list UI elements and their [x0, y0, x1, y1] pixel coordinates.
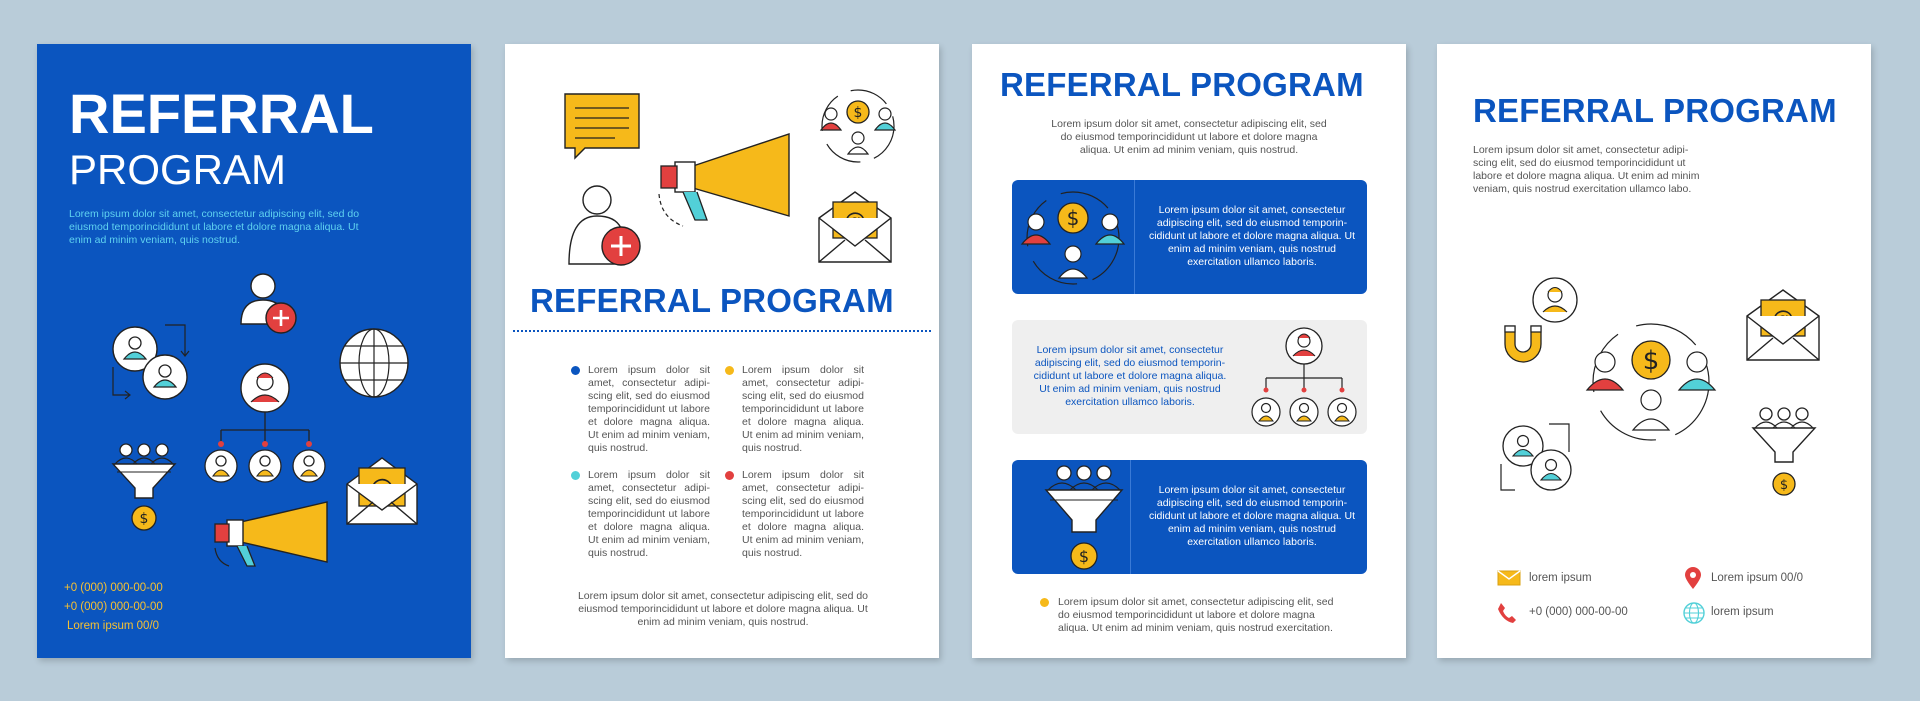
contact-phone: +0 (000) 000-00-00 [1529, 606, 1628, 618]
column-text-2: Lorem ipsum dolor sit amet, consectetur adipi-scing elit, sed do eiusmod temporincididunt ut labore et dolore magna aliqua. Ut enim ad minim veniam, quis nostrud. [742, 364, 864, 454]
column-text-3: Lorem ipsum dolor sit amet, consectetur adipi-scing elit, sed do eiusmod temporincididunt ut labore et dolore magna aliqua. Ut enim ad minim veniam, quis nostrud. [588, 469, 710, 559]
feature-box-1-text: Lorem ipsum dolor sit amet, consectetur adipiscing elit, sed do eiusmod temporin-cididunt ut labore et dolore magna aliqua. Ut enim ad minim veniam, quis nostrud exercitation ullamco laboris. [1148, 204, 1356, 268]
brochure-page-two [505, 44, 939, 658]
chat-bubble-icon [563, 92, 643, 160]
svg-text:$: $ [853, 105, 863, 121]
referral-cycle-icon [1497, 420, 1583, 542]
globe-icon [1683, 602, 1705, 624]
svg-text:$: $ [139, 511, 149, 527]
megaphone-icon [211, 502, 337, 572]
phone-icon [1497, 602, 1517, 624]
page2-dotted-divider [513, 330, 931, 332]
page3-title: REFERRAL PROGRAM [1000, 66, 1364, 103]
org-chart-icon [1250, 326, 1358, 430]
page4-title: REFERRAL PROGRAM [1473, 92, 1837, 129]
user-add-icon [235, 272, 305, 342]
contact-web: lorem ipsum [1711, 606, 1774, 618]
svg-text:$: $ [1642, 346, 1660, 376]
email-at-icon [817, 188, 893, 264]
people-dollar-icon [1585, 318, 1717, 446]
cover-title-line1: REFERRAL [69, 82, 374, 145]
bullet-yellow [725, 366, 734, 375]
feature-box-3-text: Lorem ipsum dolor sit amet, consectetur adipiscing elit, sed do eiusmod temporin-cididunt ut labore et dolore magna aliqua. Ut enim ad minim veniam, quis nostrud exercitation ullamco laboris. [1148, 484, 1356, 548]
brochure-page-three [972, 44, 1406, 658]
magnet-user-icon [1499, 276, 1585, 368]
brochure-page-cover [37, 44, 471, 658]
location-pin-icon [1684, 566, 1702, 590]
contact-email: lorem ipsum [1529, 572, 1592, 584]
envelope-icon [1497, 570, 1521, 586]
page3-footer-text: Lorem ipsum dolor sit amet, consectetur adipiscing elit, sed do eiusmod temporincididunt ut labore et dolore magna aliqua. Ut enim ad minim veniam, quis nostrud exercitation. [1058, 596, 1334, 634]
funnel-dollar-icon [1749, 406, 1819, 500]
cover-phone-2: +0 (000) 000-00-00 [64, 601, 163, 613]
svg-text:$: $ [1779, 478, 1789, 493]
page2-footer-text: Lorem ipsum dolor sit amet, consectetur adipiscing elit, sed do eiusmod temporincididunt ut labore et dolore magna aliqua. Ut enim ad minim veniam, quis nostrud. [577, 590, 869, 628]
bullet-yellow [1040, 598, 1049, 607]
contact-address: Lorem ipsum 00/0 [1711, 572, 1804, 584]
feature-box-3-divider [1130, 460, 1131, 574]
org-chart-icon [205, 360, 325, 488]
referral-cycle-icon [107, 319, 197, 444]
globe-icon [337, 326, 411, 400]
bullet-blue [571, 366, 580, 375]
feature-box-1-divider [1134, 180, 1135, 294]
page3-intro-text: Lorem ipsum dolor sit amet, consectetur adipiscing elit, sed do eiusmod temporincididunt ut labore et dolore magna aliqua. Ut enim ad minim veniam, quis nostrud. [1051, 118, 1327, 156]
brochure-page-four [1437, 44, 1871, 658]
email-at-icon [1745, 286, 1821, 362]
column-text-1: Lorem ipsum dolor sit amet, consectetur adipi-scing elit, sed do eiusmod temporincididunt ut labore et dolore magna aliqua. Ut enim ad minim veniam, quis nostrud. [588, 364, 710, 454]
funnel-dollar-icon [109, 442, 179, 534]
page2-title: REFERRAL PROGRAM [530, 282, 894, 319]
column-text-4: Lorem ipsum dolor sit amet, consectetur adipi-scing elit, sed do eiusmod temporincididunt ut labore et dolore magna aliqua. Ut enim ad minim veniam, quis nostrud. [742, 469, 864, 559]
megaphone-icon [653, 132, 793, 240]
svg-text:$: $ [1066, 206, 1080, 230]
cover-title-line2: PROGRAM [69, 146, 287, 193]
email-at-icon [345, 454, 419, 526]
user-add-icon [565, 184, 645, 268]
people-dollar-icon [1016, 186, 1130, 290]
funnel-dollar-icon [1042, 464, 1126, 574]
bullet-red [725, 471, 734, 480]
cover-intro-text: Lorem ipsum dolor sit amet, consectetur adipiscing elit, sed do eiusmod temporincididunt ut labore et dolore magna aliqua. Ut enim ad minim veniam, quis nostrud. [69, 208, 360, 246]
cover-address: Lorem ipsum 00/0 [67, 620, 160, 632]
feature-box-2-text: Lorem ipsum dolor sit amet, consectetur adipiscing elit, sed do eiusmod temporin-cididunt ut labore et dolore magna aliqua. Ut enim ad minim veniam, quis nostrud exercitation ullamco laboris. [1033, 344, 1227, 408]
svg-text:$: $ [1078, 547, 1090, 566]
page4-intro-text: Lorem ipsum dolor sit amet, consectetur adipi-scing elit, sed do eiusmod temporincididunt ut labore et dolore magna aliqua. Ut enim ad minim veniam, quis nostrud exercitation ullamco labo. [1473, 144, 1700, 195]
cover-phone-1: +0 (000) 000-00-00 [64, 582, 163, 594]
bullet-cyan [571, 471, 580, 480]
people-dollar-icon [817, 86, 899, 166]
